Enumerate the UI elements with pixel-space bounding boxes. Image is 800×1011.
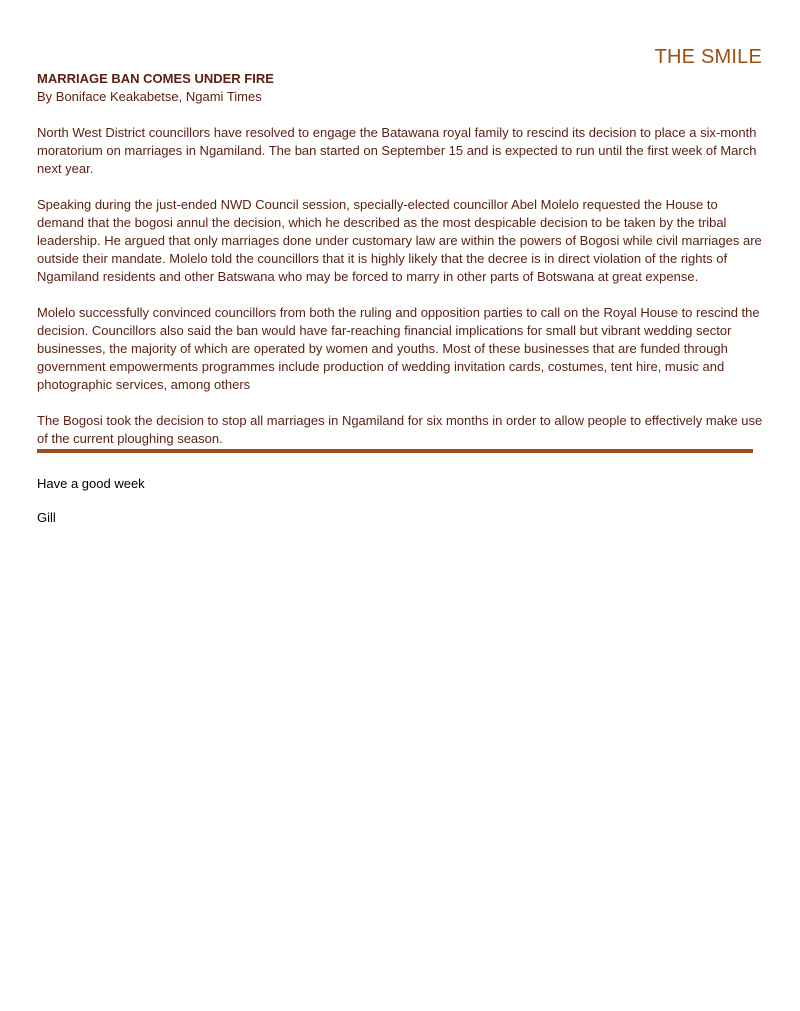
signoff-greeting: Have a good week [37,476,145,491]
section-divider [37,449,753,453]
article-byline: By Boniface Keakabetse, Ngami Times [37,89,262,104]
signoff-signature: Gill [37,510,56,525]
article [37,70,765,466]
signoff [37,475,737,527]
article-paragraph: Molelo successfully convinced councillors from both the ruling and opposition parties to call on the Royal House to rescind the decision. Councillors also said the ban would have far-reaching financial implications for small but vibrant wedding sector businesses, the majority of which are operated by women and youths. Most of these businesses that are funded through government empowerments programmes include production of wedding invitation cards, costumes, tent hire, music and photographic services, among others [37,305,760,392]
article-headline: MARRIAGE BAN COMES UNDER FIRE [37,71,274,86]
article-paragraph: North West District councillors have resolved to engage the Batawana royal family to rescind its decision to place a six-month moratorium on marriages in Ngamiland. The ban started on September 15 and is expected to run until the first week of March next year. [37,125,757,176]
article-paragraph: Speaking during the just-ended NWD Council session, specially-elected councillor Abel Molelo requested the House to demand that the bogosi annul the decision, which he described as the most despicable decision to be taken by the tribal leadership. He argued that only marriages done under customary law are within the powers of Bogosi while civil marriages are outside their mandate. Molelo told the councillors that it is highly likely that the decree is in direct violation of the rights of Ngamiland residents and other Batswana who may be forced to marry in other parts of Botswana at great expense. [37,197,762,284]
article-paragraph: The Bogosi took the decision to stop all marriages in Ngamiland for six months in order to allow people to effectively make use of the current ploughing season. [37,413,763,446]
newsletter-title: THE SMILE [654,46,762,68]
